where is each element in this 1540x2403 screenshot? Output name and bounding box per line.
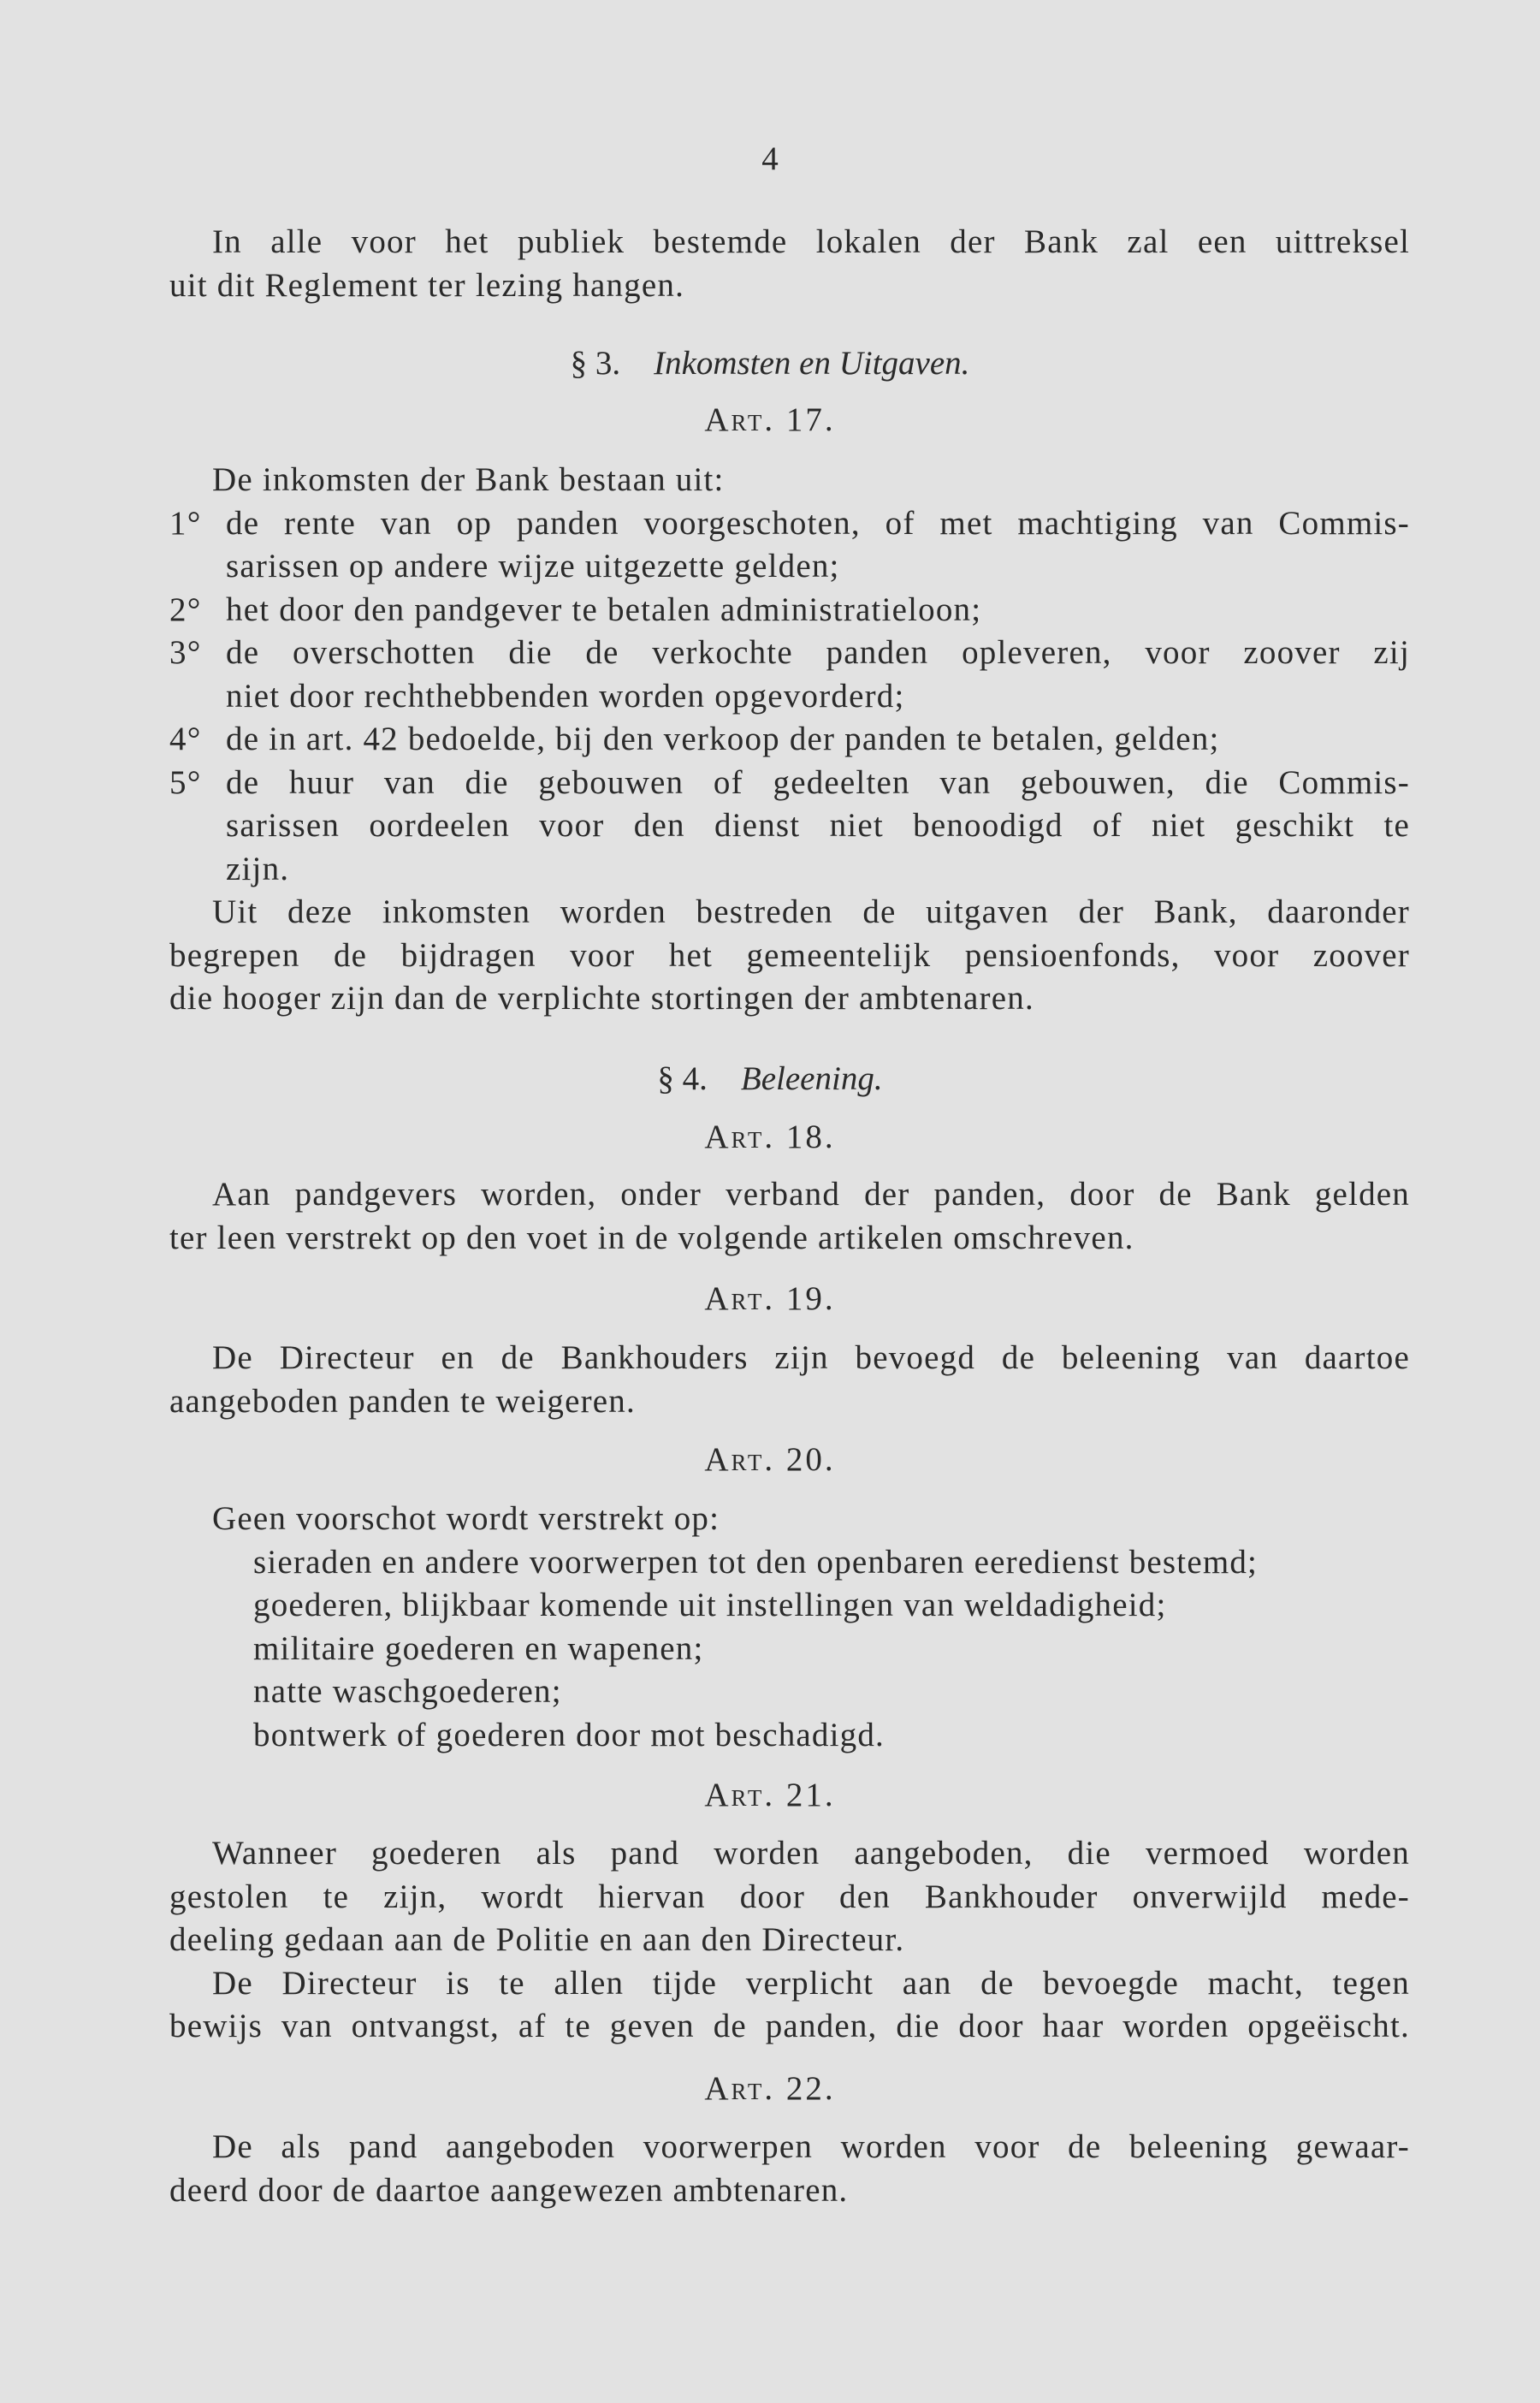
item-line: de overschotten die de verkochte panden opleveren, voor zoover zij	[226, 634, 1410, 671]
art-17-item	[169, 502, 1410, 589]
item-number: 2°	[169, 590, 202, 628]
art-21-para1-line-1: Wanneer goederen als pand worden aangeboden, die vermoed worden	[212, 1835, 1410, 1872]
intro-paragraph	[169, 221, 1410, 307]
art-20-body	[169, 1498, 1410, 1757]
art-17-lead: De inkomsten der Bank bestaan uit:	[212, 461, 725, 498]
art-22-heading: Art. 22.	[704, 2070, 836, 2107]
item-number: 4°	[169, 721, 202, 757]
art-20-item: sieraden en andere voorwerpen tot den openbaren eeredienst bestemd;	[253, 1543, 1259, 1581]
art-17-closing-line-3: die hooger zijn dan de verplichte stortingen der ambtenaren.	[169, 980, 1034, 1017]
item-line: sarissen oordeelen voor den dienst niet benoodigd of niet geschikt te	[226, 807, 1410, 844]
art-20-item: bontwerk of goederen door mot beschadigd.	[253, 1716, 886, 1753]
art-17-item	[169, 632, 1410, 718]
item-line: de huur van die gebouwen of gedeelten van gebouwen, die Commis-	[226, 763, 1410, 801]
art-18-line-1: Aan pandgevers worden, onder verband der panden, door de Bank gelden	[212, 1176, 1410, 1213]
art-18-body	[169, 1173, 1410, 1260]
art-20-lead: Geen voorschot wordt verstrekt op:	[212, 1500, 720, 1537]
art-17-item	[169, 718, 1410, 762]
art-20-heading: Art. 20.	[704, 1441, 836, 1478]
section-4-sign: § 4.	[657, 1060, 708, 1097]
art-18-heading: Art. 18.	[704, 1118, 836, 1155]
item-line: sarissen op andere wijze uitgezette gelden;	[226, 548, 840, 584]
art-17-body	[169, 459, 1410, 1021]
item-number: 1°	[169, 504, 202, 542]
art-17-closing-line-2: begrepen de bijdragen voor het gemeentelijk pensioenfonds, voor zoover	[169, 936, 1410, 974]
item-line: de rente van op panden voorgeschoten, of met machtiging van Commis-	[226, 504, 1410, 542]
art-20-item: natte waschgoederen;	[253, 1673, 562, 1710]
intro-line-1: In alle voor het publiek bestemde lokalen der Bank zal een uittreksel	[212, 223, 1410, 260]
art-19-body	[169, 1337, 1410, 1423]
art-21-para2-line-1: De Directeur is te allen tijde verplicht aan de bevoegde macht, tegen	[212, 1964, 1410, 2002]
item-line: niet door rechthebbenden worden opgevorderd;	[226, 677, 905, 715]
art-21-para1-line-3: deeling gedaan aan de Politie en aan den Directeur.	[169, 1921, 905, 1958]
page-number: 4	[761, 140, 779, 177]
art-17-heading: Art. 17.	[704, 401, 836, 438]
art-19-line-1: De Directeur en de Bankhouders zijn bevoegd de beleening van daartoe	[212, 1339, 1410, 1376]
art-21-para1-line-2: gestolen te zijn, wordt hiervan door den Bankhouder onverwijld mede-	[169, 1878, 1410, 1915]
section-3-heading	[0, 344, 1540, 383]
art-21-para2-line-2: bewijs van ontvangst, af te geven de panden, die door haar worden opgeëischt.	[169, 2008, 1410, 2044]
art-20-item: militaire goederen en wapenen;	[253, 1629, 704, 1667]
art-17-item	[169, 589, 1410, 632]
section-4-heading	[0, 1059, 1540, 1098]
art-22-line-1: De als pand aangeboden voorwerpen worden voor de beleening gewaar-	[212, 2128, 1410, 2165]
art-21-heading: Art. 21.	[704, 1777, 836, 1813]
item-line: zijn.	[226, 850, 290, 887]
section-3-title: Inkomsten en Uitgaven.	[654, 345, 970, 382]
item-number: 5°	[169, 763, 202, 801]
art-18-line-2: ter leen verstrekt op den voet in de volgende artikelen omschreven.	[169, 1219, 1134, 1256]
art-19-line-2: aangeboden panden te weigeren.	[169, 1382, 636, 1420]
item-line: het door den pandgever te betalen administratieloon;	[226, 590, 982, 628]
art-22-line-2: deerd door de daartoe aangewezen ambtenaren.	[169, 2171, 849, 2209]
section-3-sign: § 3.	[570, 345, 621, 382]
item-line: de in art. 42 bedoelde, bij den verkoop der panden te betalen, gelden;	[226, 721, 1220, 757]
intro-line-2: uit dit Reglement ter lezing hangen.	[169, 266, 685, 304]
art-17-closing-line-1: Uit deze inkomsten worden bestreden de uitgaven der Bank, daaronder	[212, 893, 1410, 930]
art-17-item	[169, 762, 1410, 892]
art-22-body	[169, 2126, 1410, 2212]
art-19-heading: Art. 19.	[704, 1280, 836, 1317]
art-20-item: goederen, blijkbaar komende uit instellingen van weldadigheid;	[253, 1587, 1167, 1623]
item-number: 3°	[169, 634, 202, 671]
section-4-title: Beleening.	[740, 1060, 883, 1097]
art-21-body	[169, 1832, 1410, 2049]
